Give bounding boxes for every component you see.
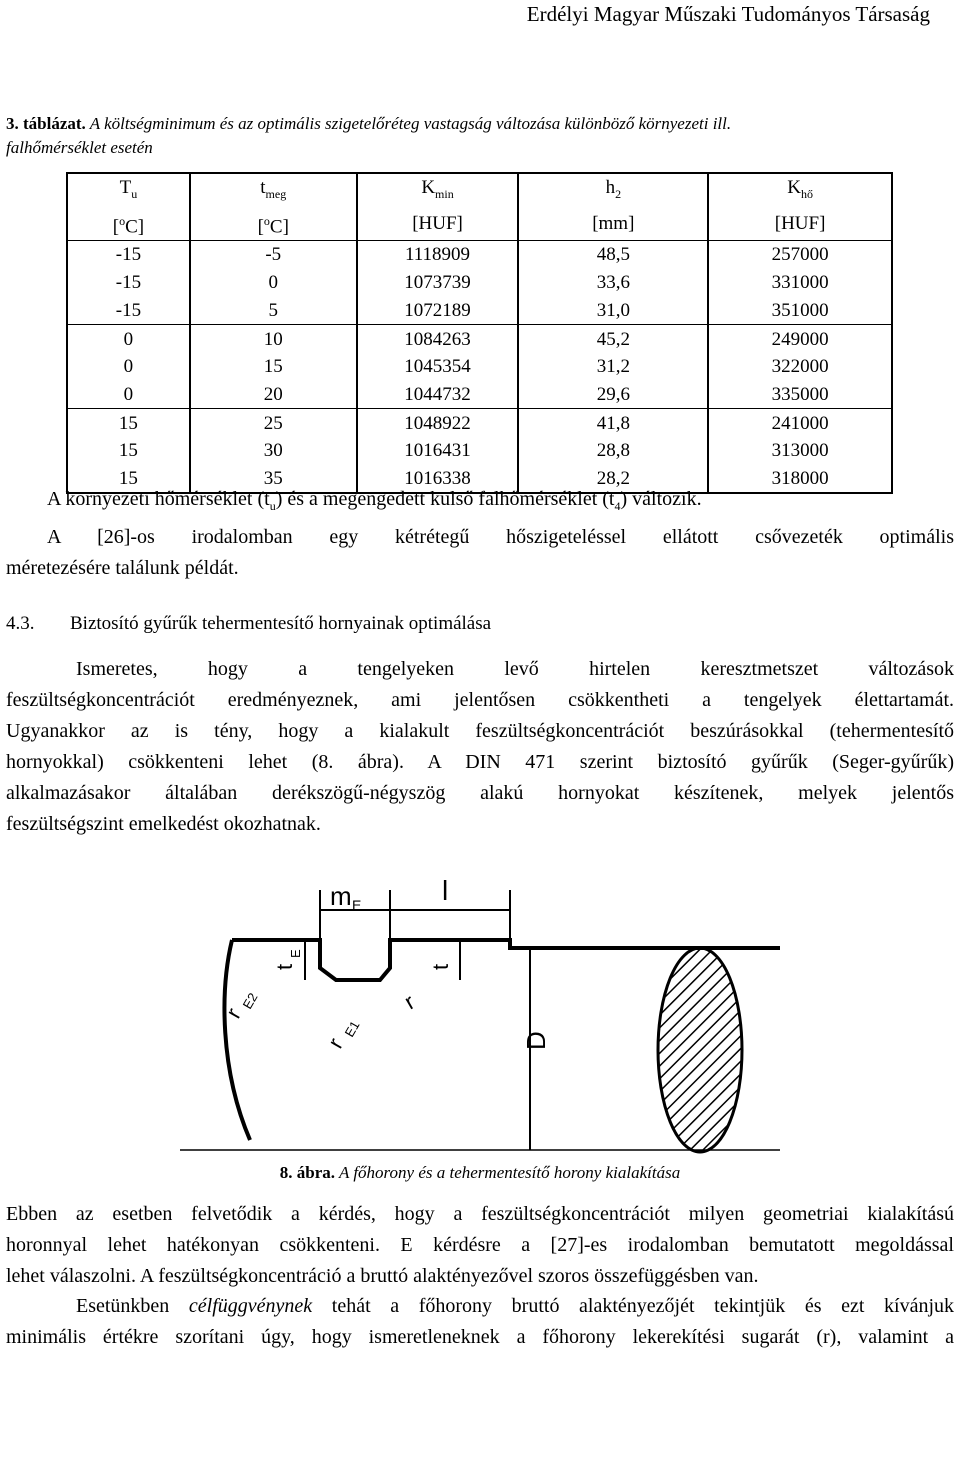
after-table-line: A környezeti hőmérséklet $(t_u)$ és a megengedett külső falhőmérséklet $(t_4)$ változik. xyxy=(47,488,702,513)
groove-figure xyxy=(180,870,780,1155)
running-header: Erdélyi Magyar Műszaki Tudományos Társaság xyxy=(526,2,930,26)
figure-caption xyxy=(0,1163,960,1183)
svg-text:E1: E1 xyxy=(341,1018,363,1040)
section-title: Biztosító gyűrűk tehermentesítő hornyainak optimálása xyxy=(70,613,492,634)
shoulder-curve xyxy=(225,940,250,1140)
table-header-row xyxy=(67,173,892,208)
label-l: l xyxy=(442,875,449,906)
paragraph-3: Esetünkben célfüggvénynek tehát a főhorony bruttó alaktényezőjét tekintjük és ezt kívánjuk minimális értékre szorítani úgy, hogy ismeretleneknek a főhorony lekerekítési sugarát (r), valamint a xyxy=(6,1295,955,1348)
table-caption-text: A költségminimum és az optimális szigetelőréteg vastagság változása különböző környezeti ill. xyxy=(85,114,732,133)
unit-cell: [HUF] xyxy=(708,208,892,241)
table-row: 0 15 1045354 31,2 322000 xyxy=(67,353,892,381)
label-tE: t xyxy=(272,963,297,970)
paragraph-2: Ebben az esetben felvetődik a kérdés, hogy a feszültségkoncentrációt milyen geometriai kialakítású horonnyal lehet hatékonyan csökkenteni. E kérdésre a [27]-es irodalomban bemutatott megoldással lehet válaszolni. A feszültségkoncentráció a bruttó alaktényezővel szoros összefüggésben van. xyxy=(6,1203,954,1287)
unit-cell: [HUF] xyxy=(357,208,519,241)
label-t: t xyxy=(428,963,453,970)
label-r: r xyxy=(400,989,419,1015)
header-cell: $K_{min}$ xyxy=(357,173,519,208)
table-row: -15 -5 1118909 48,5 257000 xyxy=(67,241,892,269)
section-heading xyxy=(6,613,491,635)
paragraph-1: Ismeretes, hogy a tengelyeken levő hirtelen keresztmetszet változások feszültségkoncentrációt eredményeznek, ami jelentősen csökkentheti a tengelyek élettartamát. Ugyanakkor az is tény, hogy a kialakult feszültségkoncentrációt beszúrásokkal (tehermentesítő hornyokkal) csökkenteni lehet (8. ábra). A DIN 471 szerint biztosító gyűrűk (Seger-gyűrűk) alkalmazásakor általában derékszögű-négyszög alakú hornyokat készítenek, melyek jelentős feszültségszint emelkedést okozhatnak. xyxy=(6,658,954,835)
after-table-line: méretezésére találunk példát. xyxy=(6,557,239,579)
data-table xyxy=(66,172,893,494)
table-row: 0 20 1044732 29,6 335000 xyxy=(67,381,892,409)
table-caption-text-cont: falhőmérséklet esetén xyxy=(6,138,153,157)
header-cell: $T_u$ xyxy=(67,173,190,208)
emphasis-term: célfüggvénynek xyxy=(188,1295,313,1317)
svg-text:E2: E2 xyxy=(239,990,261,1012)
label-rE2: r xyxy=(220,1003,246,1023)
table-row: 15 30 1016431 28,8 313000 xyxy=(67,437,892,465)
table-unit-row xyxy=(67,208,892,241)
section-number: 4.3. xyxy=(6,613,35,634)
table-row: 15 25 1048922 41,8 241000 xyxy=(67,409,892,437)
table-row: 15 35 1016338 28,2 318000 xyxy=(67,465,892,494)
figure-caption-text: A főhorony és a tehermentesítő horony kialakítása xyxy=(335,1163,681,1182)
header-cell: $h_2$ xyxy=(518,173,708,208)
table-row: 0 10 1084263 45,2 249000 xyxy=(67,325,892,353)
after-table-line: A [26]-os irodalomban egy kétrétegű hőszigeteléssel ellátott csővezeték optimális xyxy=(47,526,954,548)
header-cell: $K_{hő}$ xyxy=(708,173,892,208)
svg-text:E: E xyxy=(288,949,303,958)
svg-text:E: E xyxy=(352,897,362,913)
label-mE: m xyxy=(330,881,352,911)
figure-caption-label: 8. ábra. xyxy=(279,1163,336,1182)
label-rE1: r xyxy=(322,1033,348,1053)
after-table-text xyxy=(6,484,954,584)
table-row: -15 5 1072189 31,0 351000 xyxy=(67,297,892,325)
unit-cell: [mm] xyxy=(518,208,708,241)
unit-cell: [$^o$C] xyxy=(67,208,190,241)
label-D: D xyxy=(521,1031,551,1050)
cross-section-ellipse xyxy=(658,948,742,1152)
table-caption xyxy=(6,112,946,160)
table-caption-label: 3. táblázat. xyxy=(6,114,86,133)
table-row: -15 0 1073739 33,6 331000 xyxy=(67,269,892,297)
unit-cell: [$^o$C] xyxy=(190,208,357,241)
header-cell: $t_{meg}$ xyxy=(190,173,357,208)
